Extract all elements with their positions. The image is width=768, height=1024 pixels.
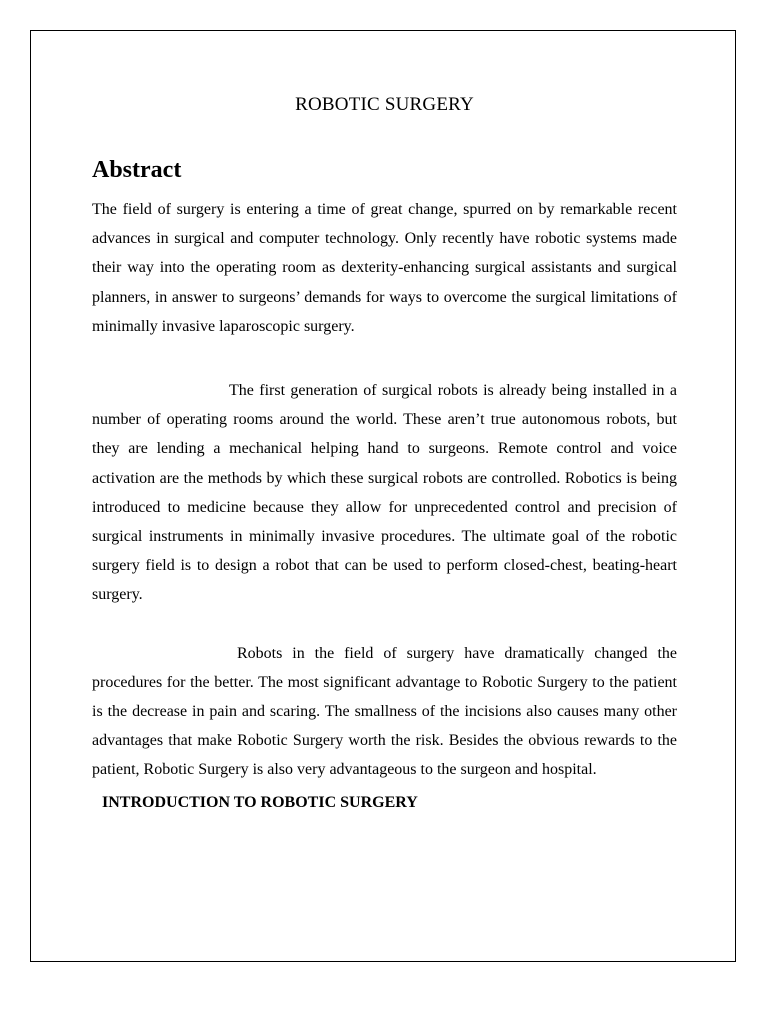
- abstract-heading: Abstract: [92, 157, 182, 183]
- abstract-paragraph-3: Robots in the field of surgery have dramatically changed the procedures for the better. The most significant advantage to Robotic Surgery to the patient is the decrease in pain and scaring. The smallness of the incisions also causes many other advantages that make Robotic Surgery worth the risk. Besides the obvious rewards to the patient, Robotic Surgery is also very advantageous to the surgeon and hospital.: [92, 644, 677, 779]
- document-title: ROBOTIC SURGERY: [295, 94, 474, 115]
- abstract-paragraph-2: The first generation of surgical robots is already being installed in a number of operating rooms around the world. These aren’t true autonomous robots, but they are lending a mechanical helping hand to surgeons. Remote control and voice activation are the methods by which these surgical robots are controlled. Robotics is being introduced to medicine because they allow for unprecedented control and precision of surgical instruments in minimally invasive procedures. The ultimate goal of the robotic surgery field is to design a robot that can be used to perform closed-chest, beating-heart surgery.: [92, 382, 677, 604]
- section-heading-introduction: INTRODUCTION TO ROBOTIC SURGERY: [102, 793, 418, 811]
- document-body: [92, 92, 677, 816]
- abstract-paragraph-1: The field of surgery is entering a time of great change, spurred on by remarkable recent advances in surgical and computer technology. Only recently have robotic systems made their way into the operating room as dexterity-enhancing surgical assistants and surgical planners, in answer to surgeons’ demands for ways to overcome the surgical limitations of minimally invasive laparoscopic surgery.: [92, 201, 677, 335]
